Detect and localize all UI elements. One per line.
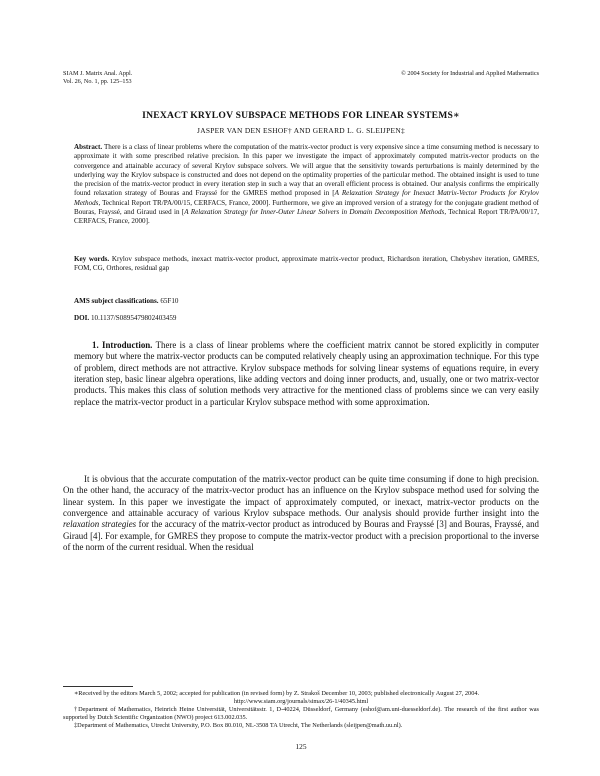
abstract	[74, 143, 539, 227]
footnote-received-text: ∗Received by the editors March 5, 2002; accepted for publication (in revised form) by Z. Strakoš December 10, 2003; published electronically August 27, 2004.	[74, 690, 480, 697]
intro-paragraph-2	[63, 474, 539, 553]
paper-title: INEXACT KRYLOV SUBSPACE METHODS FOR LINEAR SYSTEMS∗	[142, 110, 460, 121]
abstract-text-1: There is a class of linear problems where the computation of the matrix-vector product is very expensive since a time consuming method is necessary to approximate it with some prescribed relative precision. In this paper we investigate the impact of approximately computed matrix-vector products on the convergence and attainable accuracy of several Krylov subspace solvers. We will argue that the sensitivity towards perturbations is mainly determined by the underlying way the Krylov subspace is constructed and does not depend on the optimality properties of the particular method. The obtained insight is used to tune the precision of the matrix-vector product in every iteration step in such a way that an overall efficient process is obtained. Our analysis confirms the empirically found relaxation strategy of Bouras and Frayssé for the GMRES method proposed in [	[74, 143, 539, 198]
page-number: 125	[295, 742, 307, 751]
footnote-received	[63, 690, 539, 706]
abstract-ref-2: A Relaxation Strategy for Inner-Outer Linear Solvers in Domain Decomposition Methods	[184, 208, 445, 217]
paper-authors: JASPER VAN DEN ESHOF† AND GERARD L. G. SLEIJPEN‡	[197, 126, 405, 135]
abstract-ref-1: A Relaxation Strategy for Inexact Matrix-Vector Products for Krylov Methods	[74, 189, 539, 207]
intro-emphasis: relaxation strategies	[63, 519, 137, 530]
footnote-divider	[63, 686, 133, 687]
journal-info	[63, 70, 132, 86]
copyright-notice: © 2004 Society for Industrial and Applied Mathematics	[401, 70, 539, 77]
doi	[74, 314, 539, 323]
footnote-author-1: †Department of Mathematics, Heinrich Heine Universität, Universitätsstr. 1, D-40224, Düsseldorf, Germany (eshof@am.uni-duesseldorf.de). The research of the first author was supported by Dutch Scientific Organization (NWO) project 613.002.035.	[63, 706, 539, 722]
footnote-url[interactable]: http://www.siam.org/journals/simax/26-1/40345.html	[233, 698, 369, 706]
intro-paragraph-1	[74, 340, 539, 408]
section-heading: 1. Introduction.	[92, 340, 153, 350]
footnotes	[63, 690, 539, 730]
ams-text: 65F10	[160, 297, 179, 305]
doi-text: 10.1137/S0895479802403459	[90, 314, 177, 322]
abstract-text-3: , Technical Report TR/PA/00/17, CERFACS, France, 2000].	[74, 208, 540, 226]
keywords-label: Key words.	[74, 255, 110, 263]
journal-volume: Vol. 26, No. 1, pp. 125–153	[63, 78, 132, 85]
journal-name: SIAM J. Matrix Anal. Appl.	[63, 70, 133, 77]
keywords	[74, 255, 539, 274]
ams-label: AMS subject classifications.	[74, 297, 159, 305]
abstract-label: Abstract.	[74, 143, 103, 151]
intro-paragraph-1-text: There is a class of linear problems where the coefficient matrix cannot be stored explicitly in computer memory but where the matrix-vector products can be computed relatively cheaply using an approximation technique. For this type of problem, direct methods are not attractive. Krylov subspace methods for solving linear systems of equations require, in every iteration step, basic linear algebra operations, like adding vectors and doing inner products, and, usually, one or two matrix-vector products. This makes this class of solution methods very attractive for the mentioned class of problems since we can very easily replace the matrix-vector product in a particular Krylov subspace method with some approximation.	[74, 340, 539, 407]
footnote-author-2: ‡Department of Mathematics, Utrecht University, P.O. Box 80.010, NL-3508 TA Utrecht, The Netherlands (sleijpen@math.uu.nl).	[74, 722, 403, 730]
intro-paragraph-2-text-a: It is obvious that the accurate computation of the matrix-vector product can be quite time consuming if done to high precision. On the other hand, the accuracy of the matrix-vector product has an influence on the Krylov subspace method used for solving the linear system. In this paper we investigate the impact of approximately computed, or inexact, matrix-vector products on the convergence and attainable accuracy of various Krylov subspace methods. Our analysis should provide further insight into the	[63, 474, 539, 519]
doi-label: DOI.	[74, 314, 90, 322]
ams-classification	[74, 297, 539, 306]
keywords-text: Krylov subspace methods, inexact matrix-vector product, approximate matrix-vector product, Richardson iteration, Chebyshev iteration, GMRES, FOM, CG, Orthores, residual gap	[74, 255, 539, 273]
intro-paragraph-2-text-b: for the accuracy of the matrix-vector product as introduced by Bouras and Frayssé [3] and Bouras, Frayssé, and Giraud [4]. For example, for GMRES they propose to compute the matrix-vector product with a precision proportional to the inverse of the norm of the current residual. When the residual	[63, 519, 539, 553]
abstract-text-2: , Technical Report TR/PA/00/15, CERFACS, France, 2000]. Furthermore, we give an improved version of a strategy for the conjugate gradient method of Bouras, Frayssé, and Giraud used in [	[74, 198, 539, 217]
